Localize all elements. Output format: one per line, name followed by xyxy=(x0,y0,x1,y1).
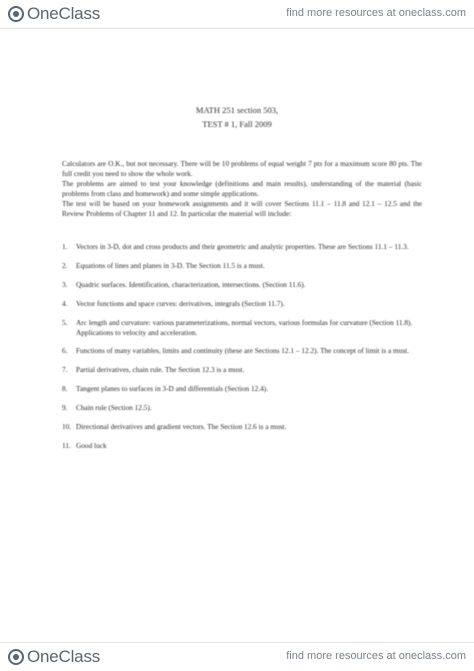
topic-item: 4. Vector functions and space curves: derivatives, integrals (Section 11.7). xyxy=(62,298,285,308)
topic-item: 7. Partial derivatives, chain rule. The Section 12.3 is a must. xyxy=(62,365,245,375)
document-heading-test: TEST # 1, Fall 2009 xyxy=(202,119,272,129)
oneclass-logo-icon xyxy=(8,649,24,665)
oneclass-logo[interactable] xyxy=(8,647,100,667)
topic-item: 5. Arc length and curvature: various parameterizations, normal vectors, various formulas for curvature (Section 11.8). Applications to velocity and acceleration. xyxy=(62,317,413,337)
top-banner xyxy=(0,0,474,29)
bottom-banner xyxy=(0,642,474,671)
topic-item: 2. Equations of lines and planes in 3-D. The Section 11.5 is a must. xyxy=(62,260,265,270)
document-page xyxy=(0,29,474,641)
intro-paragraph: The test will be based on your homework assignments and it will cover Sections 11.1 – 11.8 and 12.1 – 12.5 and the Review Problems of Chapter 11 and 12. In particular the material will include: xyxy=(62,199,422,218)
resources-link[interactable]: find more resources at oneclass.com xyxy=(286,650,466,662)
intro-paragraph: Calculators are O.K., but not necessary. There will be 10 problems of equal weight 7 pts for a maximum score 80 pts. The full credit you need to show the whole work. xyxy=(62,159,422,178)
topic-item: 11. Good luck xyxy=(62,440,107,450)
intro-paragraph: The problems are aimed to test your knowledge (definitions and main results), understanding of the material (basic problems from class and homework) and some simple applications. xyxy=(62,179,422,198)
topic-list xyxy=(62,242,422,451)
topic-item: 6. Functions of many variables, limits and continuity (these are Sections 12.1 – 12.2). The concept of limit is a must. xyxy=(62,346,410,356)
document-heading-course: MATH 251 section 503, xyxy=(195,105,279,115)
topic-item: 9. Chain rule (Section 12.5). xyxy=(62,403,152,413)
brand-name: OneClass xyxy=(27,647,101,666)
oneclass-logo[interactable] xyxy=(8,4,100,24)
topic-item: 8. Tangent planes to surfaces in 3-D and differentials (Section 12.4). xyxy=(62,384,269,394)
topic-item: 3. Quadric surfaces. Identification, characterization, intersections. (Section 11.6). xyxy=(62,279,306,289)
brand-name: OneClass xyxy=(27,4,101,23)
resources-link[interactable]: find more resources at oneclass.com xyxy=(286,7,466,19)
topic-item: 10. Directional derivatives and gradient vectors. The Section 12.6 is a must. xyxy=(62,422,287,432)
oneclass-logo-icon xyxy=(8,6,24,22)
topic-item: 1. Vectors in 3-D, dot and cross products and their geometric and analytic properties. These are Sections 11.1 – 11.3. xyxy=(62,242,409,251)
